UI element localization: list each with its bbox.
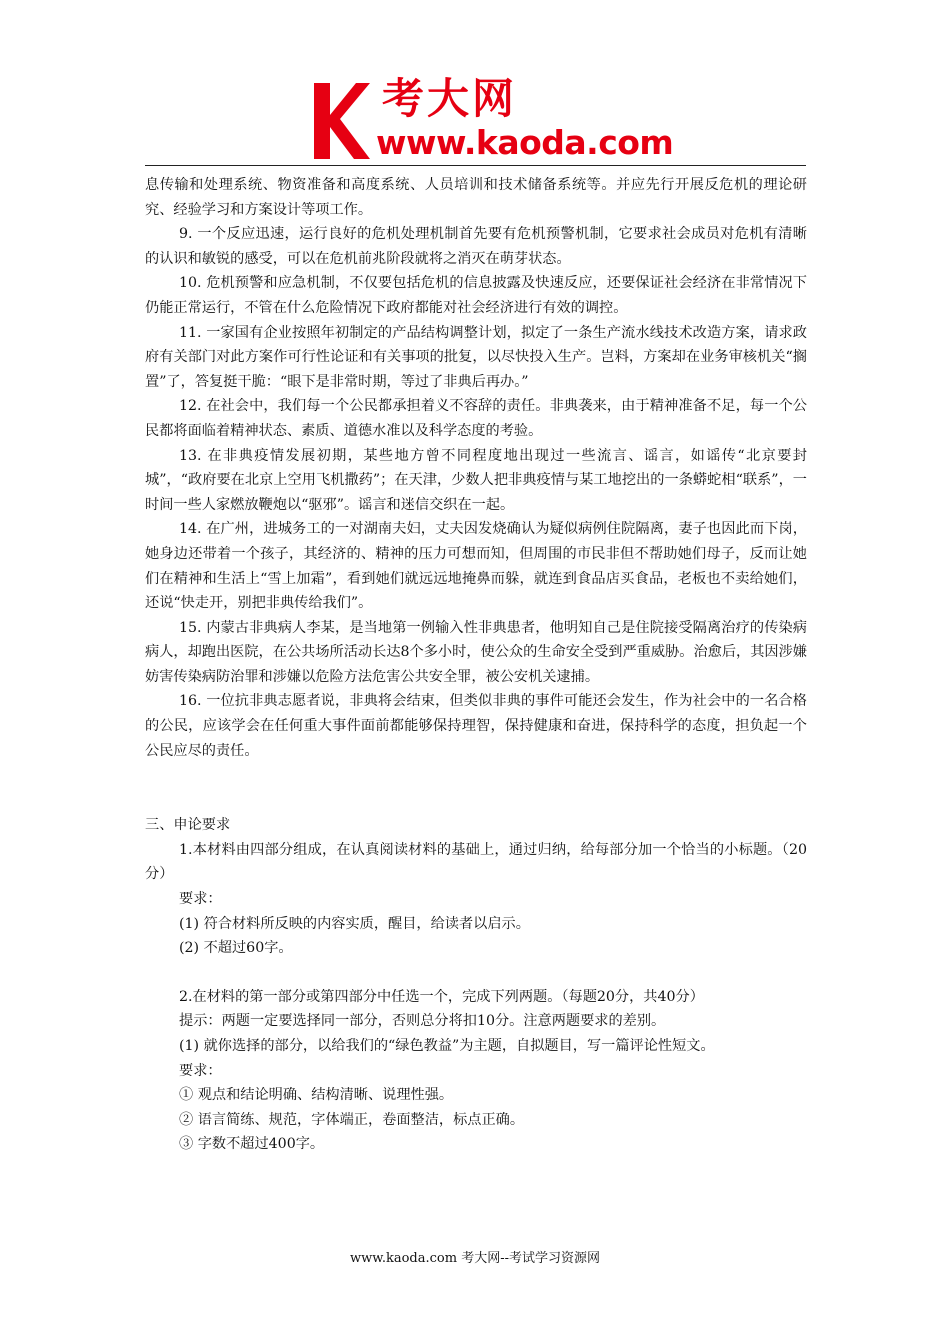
question-2-hint: 提示：两题一定要选择同一部分，否则总分将扣10分。注意两题要求的差别。 [179, 1013, 666, 1030]
logo-url: www.kaoda.com [376, 123, 674, 162]
question-1-requirement-1: (1) 符合材料所反映的内容实质，醒目，给读者以启示。 [179, 915, 530, 932]
question-2-requirement-1: ① 观点和结论明确、结构清晰、说理性强。 [179, 1087, 454, 1104]
paragraph-15: 15. 内蒙古非典病人李某，是当地第一例输入性非典患者，他明知自己是住院接受隔离治疗的传染病病人，却跑出医院，在公共场所活动长达8个多小时，使公众的生命安全受到严重威胁。治愈后，其因涉嫌妨害传染病防治罪和涉嫌以危险方法危害公共安全罪，被公安机关逮捕。 [145, 619, 807, 685]
question-1-requirements-label: 要求： [179, 891, 222, 908]
k-logo-icon [310, 79, 372, 161]
question-1-requirement-2: (2) 不超过60字。 [179, 940, 293, 957]
question-2: 2.在材料的第一部分或第四部分中任选一个，完成下列两题。（每题20分，共40分） [179, 988, 704, 1005]
question-2-requirements-label: 要求： [179, 1062, 222, 1079]
paragraph-9: 9. 一个反应迅速，运行良好的危机处理机制首先要有危机预警机制，它要求社会成员对危机有清晰的认识和敏锐的感受，可以在危机前兆阶段就将之消灭在萌芽状态。 [145, 226, 807, 267]
question-1: 1.本材料由四部分组成，在认真阅读材料的基础上，通过归纳，给每部分加一个恰当的小标题。（20分） [145, 841, 807, 883]
paragraph-continuation: 息传输和处理系统、物资准备和高度系统、人员培训和技术储备系统等。并应先行开展反危机的理论研究、经验学习和方案设计等项工作。 [145, 177, 807, 218]
paragraph-11: 11. 一家国有企业按照年初制定的产品结构调整计划，拟定了一条生产流水线技术改造方案，请求政府有关部门对此方案作可行性论证和有关事项的批复，以尽快投入生产。岂料，方案却在业务审核机关“搁置”了，答复挺干脆：“眼下是非常时期，等过了非典后再办。” [145, 324, 807, 390]
paragraph-13: 13. 在非典疫情发展初期，某些地方曾不同程度地出现过一些流言、谣言，如谣传“北京要封城”，“政府要在北京上空用飞机撒药”；在天津，少数人把非典疫情与某工地挖出的一条蟒蛇相“联系”，一时间一些人家燃放鞭炮以“驱邪”。谣言和迷信交织在一起。 [145, 447, 807, 513]
requirements-heading: 三、申论要求 [145, 817, 231, 834]
question-2-requirement-3: ③ 字数不超过400字。 [179, 1136, 325, 1153]
page-footer: www.kaoda.com 考大网--考试学习资源网 [350, 1251, 600, 1266]
paragraph-16: 16. 一位抗非典志愿者说，非典将会结束，但类似非典的事件可能还会发生，作为社会中的一名合格的公民，应该学会在任何重大事件面前都能够保持理智，保持健康和奋进，保持科学的态度，担负起一个公民应尽的责任。 [145, 693, 807, 759]
paragraph-10: 10. 危机预警和应急机制，不仅要包括危机的信息披露及快速反应，还要保证社会经济在非常情况下仍能正常运行，不管在什么危险情况下政府都能对社会经济进行有效的调控。 [145, 275, 807, 316]
document-body [145, 173, 807, 1157]
question-2-requirement-2: ② 语言简练、规范，字体端正，卷面整洁，标点正确。 [179, 1111, 525, 1128]
question-2-part-1: (1) 就你选择的部分，以给我们的“绿色教益”为主题，自拟题目，写一篇评论性短文。 [179, 1038, 715, 1054]
kaoda-logo [310, 74, 674, 167]
paragraph-14: 14. 在广州，进城务工的一对湖南夫妇，丈夫因发烧确认为疑似病例住院隔离，妻子也因此而下岗，她身边还带着一个孩子，其经济的、精神的压力可想而知，但周围的市民非但不帮助她们母子，反而让她们在精神和生活上“雪上加霜”，看到她们就远远地掩鼻而躲，就连到食品店买食品，老板也不卖给她们，还说“快走开，别把非典传给我们”。 [145, 521, 807, 612]
paragraph-12: 12. 在社会中，我们每一个公民都承担着义不容辞的责任。非典袭来，由于精神准备不足，每一个公民都将面临着精神状态、素质、道德水准以及科学态度的考验。 [145, 398, 807, 439]
logo-text-cn: 考大网 [382, 74, 518, 123]
header-divider [145, 165, 806, 166]
